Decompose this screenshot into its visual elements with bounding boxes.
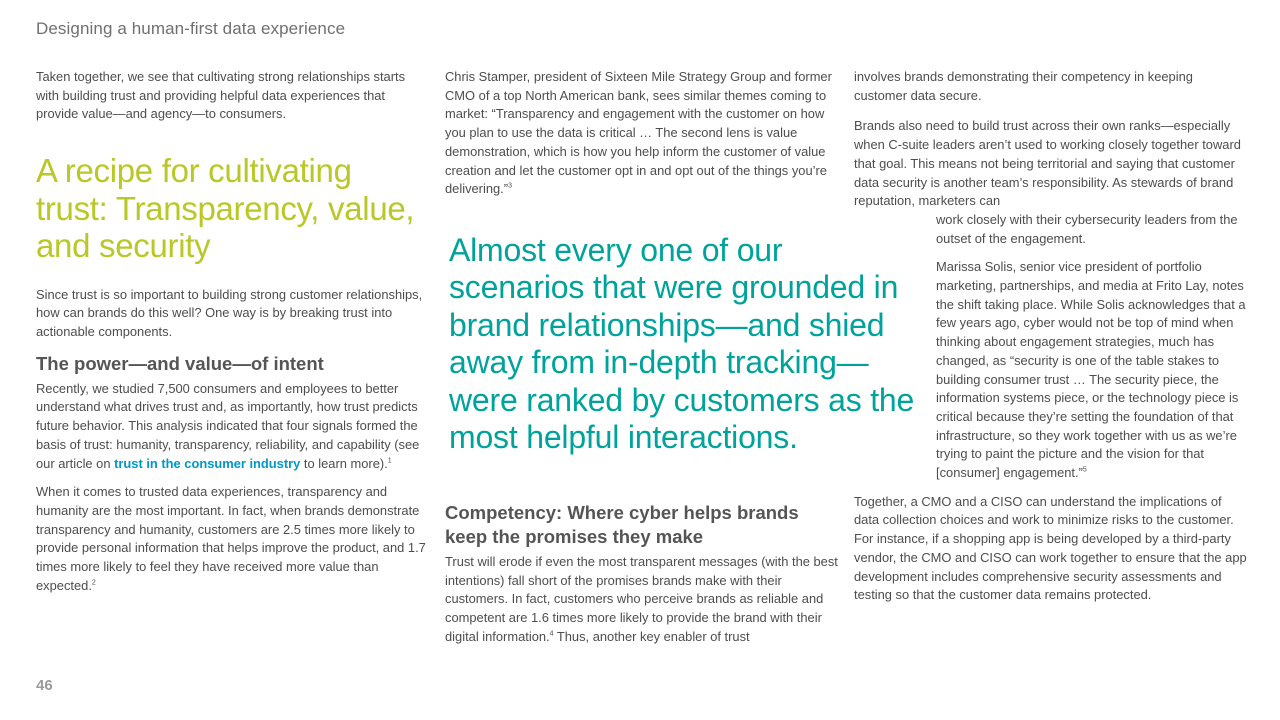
body-paragraph: Since trust is so important to building strong customer relationships, how can brands do this well? One way is by breaking trust into actionable components. bbox=[36, 286, 423, 340]
trust-consumer-industry-link[interactable]: trust in the consumer industry bbox=[114, 455, 301, 471]
intro-paragraph: Taken together, we see that cultivating strong relationships starts with building trust and providing helpful data experiences that provide value—and agency—to consumers. bbox=[36, 69, 406, 122]
ranks-paragraph: Brands also need to build trust across their own ranks—especially when C-suite leaders aren’t used to working closely together toward that goal. This means not being territorial and saying that customer data security is another team’s responsibility. As stewards of brand reputation, marketers can bbox=[854, 118, 1241, 209]
ranks-paragraph-indent: work closely with their cybersecurity leaders from the outset of the engagement. bbox=[936, 211, 1238, 246]
body-paragraph-transparency bbox=[36, 483, 428, 595]
transparency-text: When it comes to trusted data experiences, transparency and humanity are the most important. In fact, when brands demonstrate transparency and humanity, customers are 2.5 times more likely to provide personal information that helps improve the product, and 1.7 times more likely to feel they have received more value than expected. bbox=[36, 484, 426, 593]
solis-text: Marissa Solis, senior vice president of portfolio marketing, partnerships, and media at Frito Lay, notes the shift taking place. While Solis acknowledges that a few years ago, cyber would not be top of mind when thinking about engagement strategies, much has changed, as “security is one of the table stakes to building consumer trust … The security piece, the information systems piece, or the technology piece is critical because they’re setting the foundation of that infrastructure, so they work together with us as we’re trying to paint the picture and the vision for that [consumer] engagement.” bbox=[936, 259, 1246, 481]
competency-text: Trust will erode if even the most transparent messages (with the best intentions) fall short of the promises brands make with their customers. In fact, customers who perceive brands as reliable and competent are 1.6 times more likely to provide the brand with their digital information. bbox=[445, 553, 838, 644]
footnote-ref: 4 bbox=[549, 630, 554, 638]
footnote-ref: 1 bbox=[387, 457, 392, 465]
pull-quote: Almost every one of our scenarios that were grounded in brand relationships—and shied away from in-depth tracking—were ranked by customers as the most helpful interactions. bbox=[449, 231, 915, 456]
running-header: Designing a human-first data experience bbox=[36, 19, 346, 38]
column-middle bbox=[445, 68, 915, 656]
section-title: A recipe for cultivating trust: Transparency, value, and security bbox=[36, 152, 415, 265]
column-left bbox=[36, 68, 428, 605]
study-text-end: to learn more). bbox=[300, 455, 388, 471]
sub-heading-intent: The power—and value—of intent bbox=[36, 352, 324, 374]
stamper-text: Chris Stamper, president of Sixteen Mile Strategy Group and former CMO of a top North American bank, sees similar themes coming to market: “Transparency and engagement with the customer on how you plan to use the data is critical … The second lens is value demonstration, which is how you help inform the customer of value creation and let the customer opt in and opt out of the things you’re delivering.” bbox=[445, 69, 832, 197]
study-text: Recently, we studied 7,500 consumers and employees to better understand what drives trust and, as importantly, how trust predicts future behavior. This analysis indicated that four signals formed the basis of trust: humanity, transparency, reliability, and capability (see our article on bbox=[36, 380, 420, 471]
page-number: 46 bbox=[36, 677, 53, 694]
column-right bbox=[854, 68, 1249, 615]
solis-paragraph bbox=[854, 258, 1261, 482]
body-paragraph-study bbox=[36, 380, 428, 474]
competency-paragraph bbox=[445, 553, 840, 647]
stamper-paragraph bbox=[445, 68, 840, 199]
continued-paragraph: involves brands demonstrating their competency in keeping customer data secure. bbox=[854, 69, 1193, 103]
sub-heading-competency: Competency: Where cyber helps brands keep the promises they make bbox=[445, 501, 799, 547]
footnote-ref: 2 bbox=[91, 579, 96, 587]
footnote-ref: 3 bbox=[508, 182, 512, 190]
cmo-ciso-paragraph: Together, a CMO and a CISO can understand the implications of data collection choices and work to minimize risks to the customer. For instance, if a shopping app is being developed by a third-party vendor, the CMO and CISO can work together to ensure that the app development includes comprehensive security assessments and testing so that the customer data remains protected. bbox=[854, 493, 1247, 603]
competency-text-end: Thus, another key enabler of trust bbox=[553, 628, 750, 644]
footnote-ref: 5 bbox=[1082, 466, 1087, 474]
